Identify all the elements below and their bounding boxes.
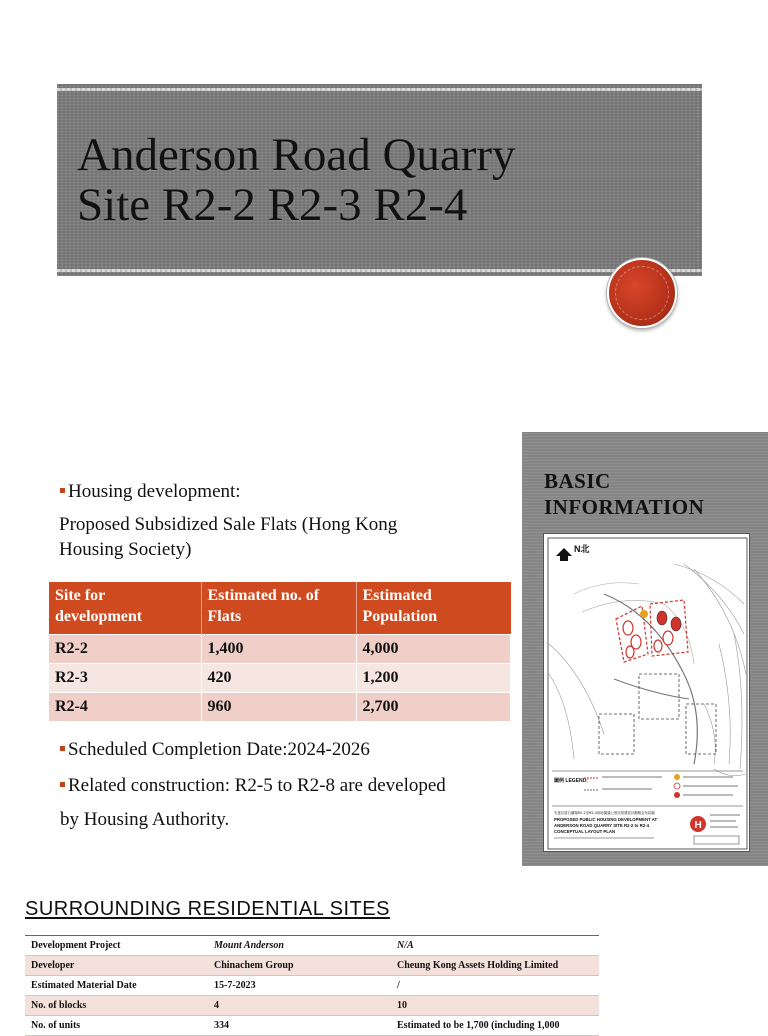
panel-title — [544, 468, 704, 520]
sites-table — [49, 582, 511, 721]
table-cell: 4 — [208, 996, 391, 1016]
map-caption-line-4: CONCEPTUAL LAYOUT PLAN — [554, 829, 616, 834]
row-label: Estimated Material Date — [25, 976, 208, 996]
table-cell: Chinachem Group — [208, 956, 391, 976]
table-cell: Estimated to be 1,700 (including 1,000 — [391, 1016, 599, 1036]
row-label: Developer — [25, 956, 208, 976]
table-cell: 420 — [201, 663, 356, 692]
related-construction-continuation: by Housing Authority. — [60, 809, 230, 830]
table-row — [49, 692, 511, 721]
table-row — [49, 663, 511, 692]
header-flats: Estimated no. of Flats — [201, 582, 356, 634]
page-title-line-2: Site R2-2 R2-3 R2-4 — [77, 179, 468, 231]
bullet-housing-development — [60, 480, 241, 504]
table-row — [25, 956, 599, 976]
layout-plan-map — [543, 533, 750, 852]
table-cell: Cheung Kong Assets Holding Limited — [391, 956, 599, 976]
surrounding-sites-heading: SURROUNDING RESIDENTIAL SITES — [25, 898, 390, 920]
description-line-1: Proposed Subsidized Sale Flats (Hong Kong — [59, 514, 398, 535]
svg-text:H: H — [694, 820, 702, 831]
surrounding-sites-table — [25, 935, 599, 1036]
bullet-related-construction — [60, 774, 446, 798]
table-cell: 1,400 — [201, 634, 356, 663]
map-caption-line-2: PROPOSED PUBLIC HOUSING DEVELOPMENT AT — [554, 817, 658, 822]
bullet-text: Scheduled Completion Date:2024-2026 — [68, 739, 370, 760]
row-label: No. of units — [25, 1016, 208, 1036]
panel-title-line-2: INFORMATION — [544, 495, 705, 519]
bullet-marker-icon — [60, 488, 65, 493]
header-site: Site for development — [49, 582, 201, 634]
row-label: Development Project — [25, 936, 208, 956]
table-row — [25, 976, 599, 996]
table-row — [25, 936, 599, 956]
panel-title-line-1: BASIC — [544, 469, 611, 493]
table-cell: 2,700 — [356, 692, 511, 721]
table-cell: 960 — [201, 692, 356, 721]
header-population: Estimated Population — [356, 582, 511, 634]
north-label: N北 — [574, 544, 590, 554]
title-banner — [57, 84, 702, 276]
table-cell: 1,200 — [356, 663, 511, 692]
row-label: No. of blocks — [25, 996, 208, 1016]
bullet-marker-icon — [60, 782, 65, 787]
table-cell: 15-7-2023 — [208, 976, 391, 996]
sites-table-header-row — [49, 582, 511, 634]
banner-bottom-rule — [57, 269, 702, 272]
table-row — [25, 996, 599, 1016]
basic-information-panel — [522, 432, 768, 866]
page-title-line-1: Anderson Road Quarry — [77, 129, 516, 181]
bullet-text: Housing development: — [68, 481, 241, 502]
legend-label: 圖例 LEGEND: — [554, 778, 588, 784]
table-cell: Mount Anderson — [208, 936, 391, 956]
north-arrow-icon — [556, 548, 572, 556]
table-row — [49, 634, 511, 663]
table-cell: N/A — [391, 936, 599, 956]
table-cell: 334 — [208, 1016, 391, 1036]
decorative-circle-badge — [607, 258, 677, 328]
table-row — [25, 1016, 599, 1036]
table-cell: R2-3 — [49, 663, 201, 692]
table-cell: R2-4 — [49, 692, 201, 721]
bullet-text: Related construction: R2-5 to R2-8 are developed — [68, 775, 446, 796]
bullet-marker-icon — [60, 746, 65, 751]
description-line-2: Housing Society) — [59, 539, 192, 560]
map-caption-line-1: 安達臣道石礦場R2-2至R2-4用地擬議公營房屋發展計劃概念布局圖 — [554, 811, 655, 815]
banner-top-rule — [57, 88, 702, 91]
table-cell: 4,000 — [356, 634, 511, 663]
bullet-completion-date — [60, 738, 370, 762]
table-cell: / — [391, 976, 599, 996]
table-cell: 10 — [391, 996, 599, 1016]
page-title — [77, 130, 687, 230]
table-cell: R2-2 — [49, 634, 201, 663]
layout-plan-map-graphic — [544, 534, 751, 853]
map-caption-line-3: ANDERSON ROAD QUARRY SITE R2-2 to R2-4 — [554, 823, 650, 828]
